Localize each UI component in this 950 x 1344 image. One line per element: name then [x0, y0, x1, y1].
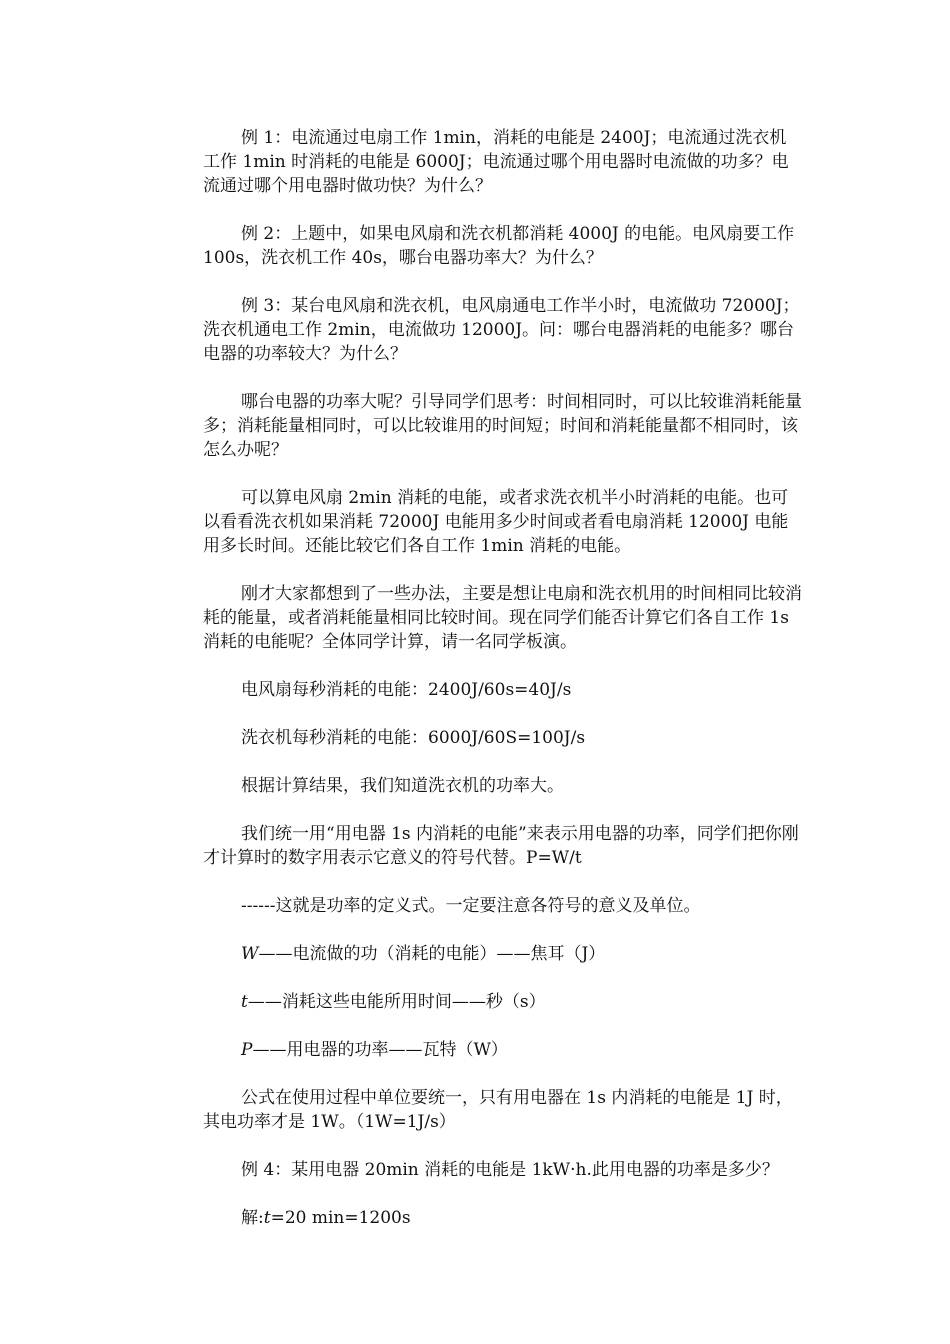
solution-rest: =20 min=1200s	[270, 1208, 411, 1228]
symbol-p-line	[241, 1038, 811, 1062]
example-2-paragraph: 例 2：上题中，如果电风扇和洗衣机都消耗 4000J 的电能。电风扇要工作 100s，洗衣机工作 40s，哪台电器功率大？为什么？	[203, 224, 795, 268]
symbol-w: W	[241, 944, 259, 964]
symbol-p-desc: ——用电器的功率——瓦特（W）	[252, 1040, 508, 1060]
formula-note: ------这就是功率的定义式。一定要注意各符号的意义及单位。	[241, 896, 701, 916]
symbol-t: t	[241, 992, 248, 1012]
summary-paragraph: 刚才大家都想到了一些办法，主要是想让电扇和洗衣机用的时间相同比较消耗的能量，或者消耗能量相同比较时间。现在同学们能否计算它们各自工作 1s 消耗的电能呢？全体同学计算，请一名同学板演。	[203, 584, 802, 652]
example-4-line: 例 4：某用电器 20min 消耗的电能是 1kW·h.此用电器的功率是多少？	[241, 1160, 779, 1180]
solution-line	[241, 1206, 811, 1230]
unit-paragraph: 公式在使用过程中单位要统一，只有用电器在 1s 内消耗的电能是 1J 时，其电功率才是 1W。（1W=1J/s）	[203, 1088, 793, 1132]
washer-calculation: 洗衣机每秒消耗的电能：6000J/60S=100J/s	[241, 728, 586, 748]
symbol-t-line	[241, 990, 811, 1014]
symbol-w-desc: ——电流做的功（消耗的电能）——焦耳（J）	[258, 944, 606, 964]
example-3-paragraph: 例 3：某台电风扇和洗衣机，电风扇通电工作半小时，电流做功 72000J；洗衣机通电工作 2min，电流做功 12000J。问：哪台电器消耗的电能多？哪台电器的功率较大？为什么？	[203, 296, 800, 364]
example-1-paragraph: 例 1：电流通过电扇工作 1min，消耗的电能是 2400J；电流通过洗衣机工作 1min 时消耗的电能是 6000J；电流通过哪个用电器时电流做的功多？电流通过哪个用电器时做功快？为什么？	[203, 128, 789, 196]
symbol-w-line	[241, 942, 811, 966]
solution-prefix: 解:	[241, 1208, 264, 1228]
symbol-t-desc: ——消耗这些电能所用时间——秒（s）	[247, 992, 546, 1012]
fan-calculation: 电风扇每秒消耗的电能：2400J/60s=40J/s	[241, 680, 572, 700]
methods-paragraph: 可以算电风扇 2min 消耗的电能，或者求洗衣机半小时消耗的电能。也可以看看洗衣机如果消耗 72000J 电能用多少时间或者看电扇消耗 12000J 电能用多长时间。还能比较它们各自工作 1min 消耗的电能。	[203, 488, 789, 556]
symbol-p: P	[241, 1040, 253, 1060]
conclusion-line: 根据计算结果，我们知道洗衣机的功率大。	[241, 776, 564, 796]
discussion-paragraph: 哪台电器的功率大呢？引导同学们思考：时间相同时，可以比较谁消耗能量多；消耗能量相同时，可以比较谁用的时间短；时间和消耗能量都不相同时，该怎么办呢？	[203, 392, 802, 460]
solution-var: t	[263, 1208, 271, 1228]
power-definition-paragraph: 我们统一用“用电器 1s 内消耗的电能”来表示用电器的功率，同学们把你刚才计算时的数字用表示它意义的符号代替。P=W/t	[203, 824, 799, 868]
